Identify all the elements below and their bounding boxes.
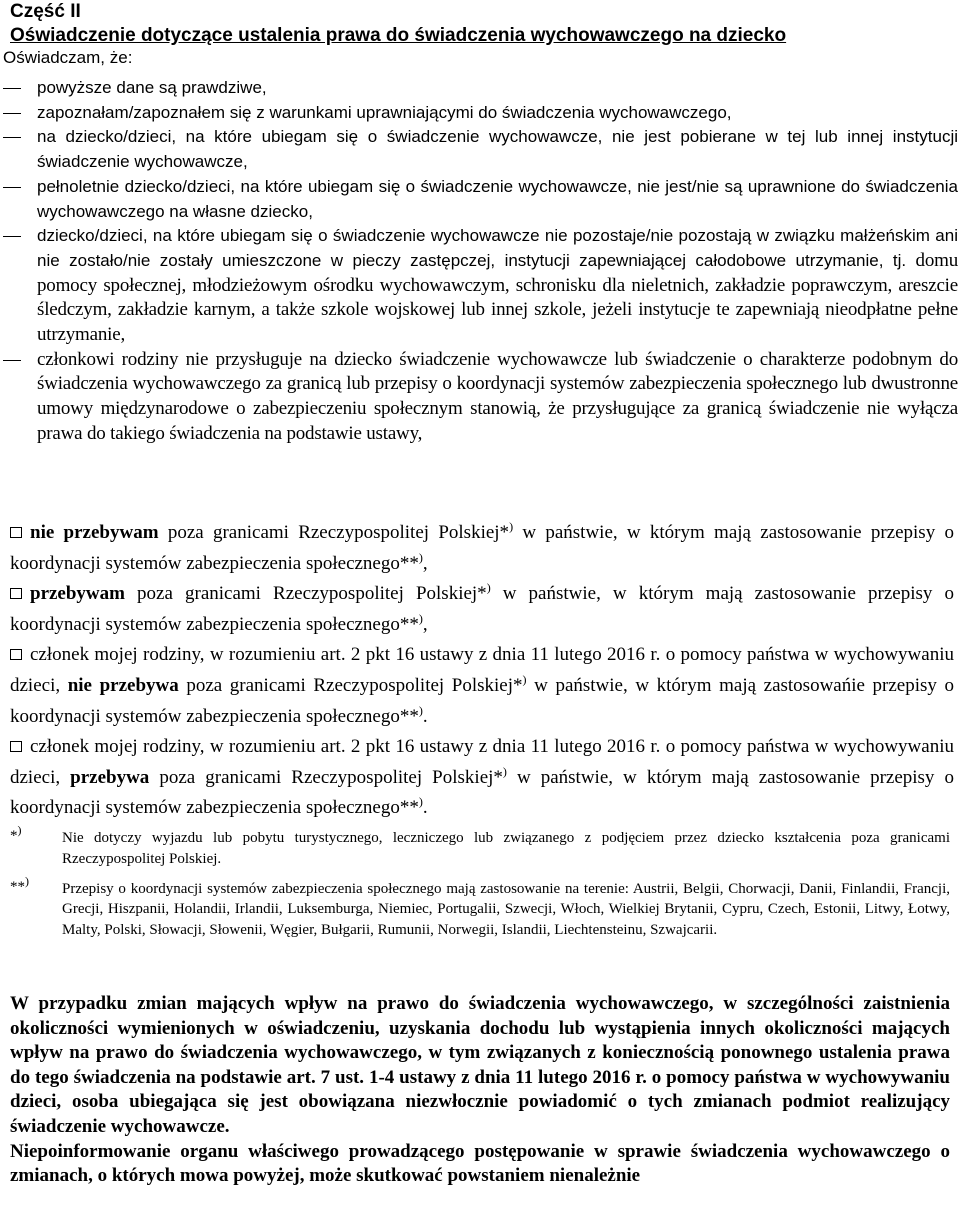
notice-paragraph: W przypadku zmian mających wpływ na prawo do świadczenia wychowawczego, w szczególności zaistnienia okoliczności wymienionych w oświadczeniu, uzyskania dochodu lub wystąpienia innych okoliczności mających wpływ na prawo do świadczenia wychowawczego, w tym związanych z koniecznością ponownego ustalenia prawa do tego świadczenia na podstawie art. 7 ust. 1-4 ustawy z dnia 11 lutego 2016 r. o pomocy państwa w wychowywaniu dzieci, osoba ubiegająca się jest obowiązana niezwłocznie powiadomić o tych zmianach podmiot realizujący świadczenie wychowawcze.	[10, 993, 950, 1137]
list-item: pełnoletnie dziecko/dzieci, na które ubiegam się o świadczenie wychowawcze, nie jest/nie są uprawnione do świadczenia wychowawczego na własne dziecko,	[0, 175, 960, 224]
part-title: Część II	[10, 1, 81, 22]
section-title: Oświadczenie dotyczące ustalenia prawa do świadczenia wychowawczego na dziecko	[10, 25, 787, 46]
checkbox[interactable]	[10, 741, 22, 752]
dash-bullet-icon	[3, 88, 21, 89]
declaration-list	[0, 76, 960, 447]
footnotes	[10, 823, 950, 941]
checkbox-option-family-staying: członek mojej rodziny, w rozumieniu art. 2 pkt 16 ustawy z dnia 11 lutego 2016 r. o pomocy państwa w wychowywaniu dzieci, przebywa poza granicami Rzeczypospolitej Polskiej*) w państwie, w którym mają zastosowanie przepisy o koordynacji systemów zabezpieczenia społecznego**).	[10, 736, 954, 819]
dash-bullet-icon	[3, 113, 21, 114]
dash-bullet-icon	[3, 236, 21, 237]
footnote-1: *) Nie dotyczy wyjazdu lub pobytu turystycznego, leczniczego lub związanego z podjęciem przez dziecko kształcenia poza granicami Rzeczypospolitej Polskiej.	[10, 823, 950, 867]
footnote-2: **) Przepisy o koordynacji systemów zabezpieczenia społecznego mają zastosowanie na terenie: Austrii, Belgii, Chorwacji, Danii, Finlandii, Francji, Grecji, Hiszpanii, Holandii, Irlandii, Luksemburga, Niemiec, Portugalii, Szwecji, Włoch, Wielkiej Brytanii, Cypru, Czech, Estonii, Litwy, Łotwy, Malty, Polski, Słowacji, Słowenii, Węgier, Bułgarii, Rumunii, Norwegii, Islandii, Liechtensteinu, Szwajcarii.	[10, 873, 950, 939]
notice-paragraph: Niepoinformowanie organu właściwego prowadzącego postępowanie w sprawie świadczenia wychowawczego o zmianach, o których mowa powyżej, może skutkować powstaniem nienależnie	[10, 1140, 950, 1187]
list-item: członkowi rodziny nie przysługuje na dziecko świadczenie wychowawcze lub świadczenie o charakterze podobnym do świadczenia wychowawczego za granicą lub przepisy o koordynacji systemów zabezpieczenia społecznego lub dwustronne umowy międzynarodowe o zabezpieczeniu społecznym stanowią, że przysługujące za granicą świadczenie nie wyłącza prawa do takiego świadczenia na podstawie ustawy,	[0, 348, 960, 447]
dash-bullet-icon	[3, 187, 21, 188]
intro-text: Oświadczam, że:	[3, 48, 133, 67]
checkbox[interactable]	[10, 588, 22, 599]
list-item: zapoznałam/zapoznałem się z warunkami uprawniającymi do świadczenia wychowawczego,	[0, 101, 960, 126]
checkbox-list	[10, 518, 954, 824]
checkbox-option-not-staying: nie przebywam poza granicami Rzeczypospolitej Polskiej*) w państwie, w którym mają zastosowanie przepisy o koordynacji systemów zabezpieczenia społecznego**),	[10, 519, 954, 574]
dash-bullet-icon	[3, 137, 21, 138]
checkbox[interactable]	[10, 649, 22, 660]
footnote-marker: *)	[10, 823, 22, 844]
list-item: na dziecko/dzieci, na które ubiegam się o świadczenie wychowawcze, nie jest pobierane w tej lub innej instytucji świadczenie wychowawcze,	[0, 125, 960, 174]
dash-bullet-icon	[3, 360, 21, 361]
checkbox-option-staying: przebywam poza granicami Rzeczypospolitej Polskiej*) w państwie, w którym mają zastosowanie przepisy o koordynacji systemów zabezpieczenia społecznego**),	[10, 580, 954, 635]
checkbox-option-family-not-staying: członek mojej rodziny, w rozumieniu art. 2 pkt 16 ustawy z dnia 11 lutego 2016 r. o pomocy państwa w wychowywaniu dzieci, nie przebywa poza granicami Rzeczypospolitej Polskiej*) w państwie, w którym mają zastosowańie przepisy o koordynacji systemów zabezpieczenia społecznego**).	[10, 644, 954, 727]
change-notice	[10, 992, 950, 1189]
footnote-marker: **)	[10, 873, 29, 895]
checkbox[interactable]	[10, 527, 22, 538]
list-item: dziecko/dzieci, na które ubiegam się o świadczenie wychowawcze nie pozostaje/nie pozostają w związku małżeńskim ani nie zostało/nie zostały umieszczone w pieczy zastępczej, instytucji zapewniającej całodobowe utrzymanie, tj. domu pomocy społecznej, młodzieżowym ośrodku wychowawczym, schronisku dla nieletnich, zakładzie poprawczym, areszcie śledczym, zakładzie karnym, a także szkole wojskowej lub innej szkole, jeżeli instytucje te zapewniają nieodpłatne pełne utrzymanie,	[0, 224, 960, 348]
list-item: powyższe dane są prawdziwe,	[0, 76, 960, 101]
